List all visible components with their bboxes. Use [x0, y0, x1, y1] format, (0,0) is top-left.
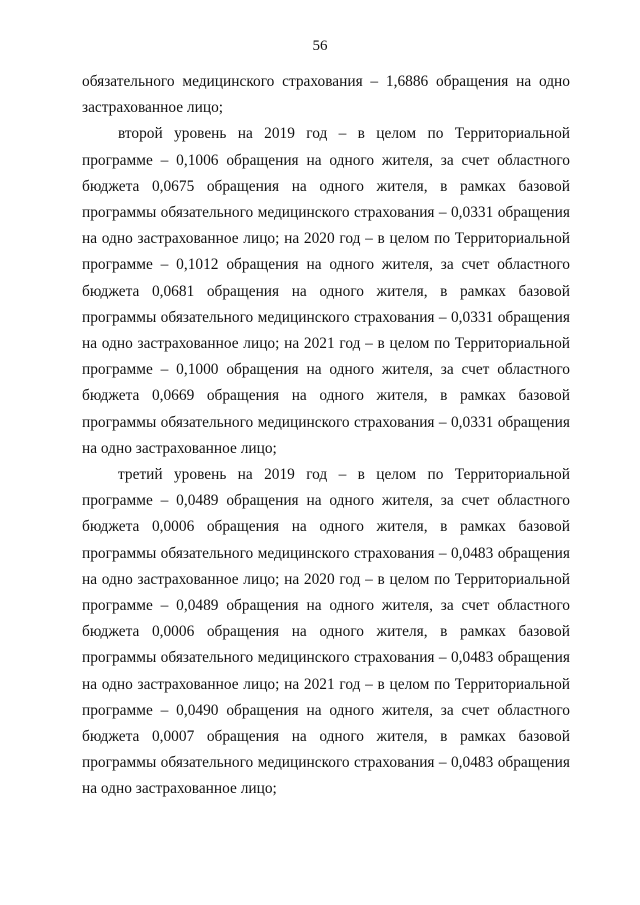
paragraph-third-level: третий уровень на 2019 год – в целом по Территориальной программе – 0,0489 обращения на одного жителя, за счет областного бюджета 0,0006 обращения на одного жителя, в рамках базовой программы обязательного медицинского страхования – 0,0483 обращения на одно застрахованное лицо; на 2020 год – в целом по Территориальной программе – 0,0489 обращения на одного жителя, за счет областного бюджета 0,0006 обращения на одного жителя, в рамках базовой программы обязательного медицинского страхования – 0,0483 обращения на одно застрахованное лицо; на 2021 год – в целом по Территориальной программе – 0,0490 обращения на одного жителя, за счет областного бюджета 0,0007 обращения на одного жителя, в рамках базовой программы обязательного медицинского страхования – 0,0483 обращения на одно застрахованное лицо;: [82, 466, 570, 798]
paragraph-continuation: обязательного медицинского страхования – 1,6886 обращения на одно застрахованное лицо;: [82, 73, 570, 117]
page-number: 56: [312, 38, 328, 54]
document-body: [82, 69, 570, 803]
paragraph-second-level: второй уровень на 2019 год – в целом по Территориальной программе – 0,1006 обращения на одного жителя, за счет областного бюджета 0,0675 обращения на одного жителя, в рамках базовой программы обязательного медицинского страхования – 0,0331 обращения на одно застрахованное лицо; на 2020 год – в целом по Территориальной программе – 0,1012 обращения на одного жителя, за счет областного бюджета 0,0681 обращения на одного жителя, в рамках базовой программы обязательного медицинского страхования – 0,0331 обращения на одно застрахованное лицо; на 2021 год – в целом по Территориальной программе – 0,1000 обращения на одного жителя, за счет областного бюджета 0,0669 обращения на одного жителя, в рамках базовой программы обязательного медицинского страхования – 0,0331 обращения на одно застрахованное лицо;: [82, 125, 570, 457]
